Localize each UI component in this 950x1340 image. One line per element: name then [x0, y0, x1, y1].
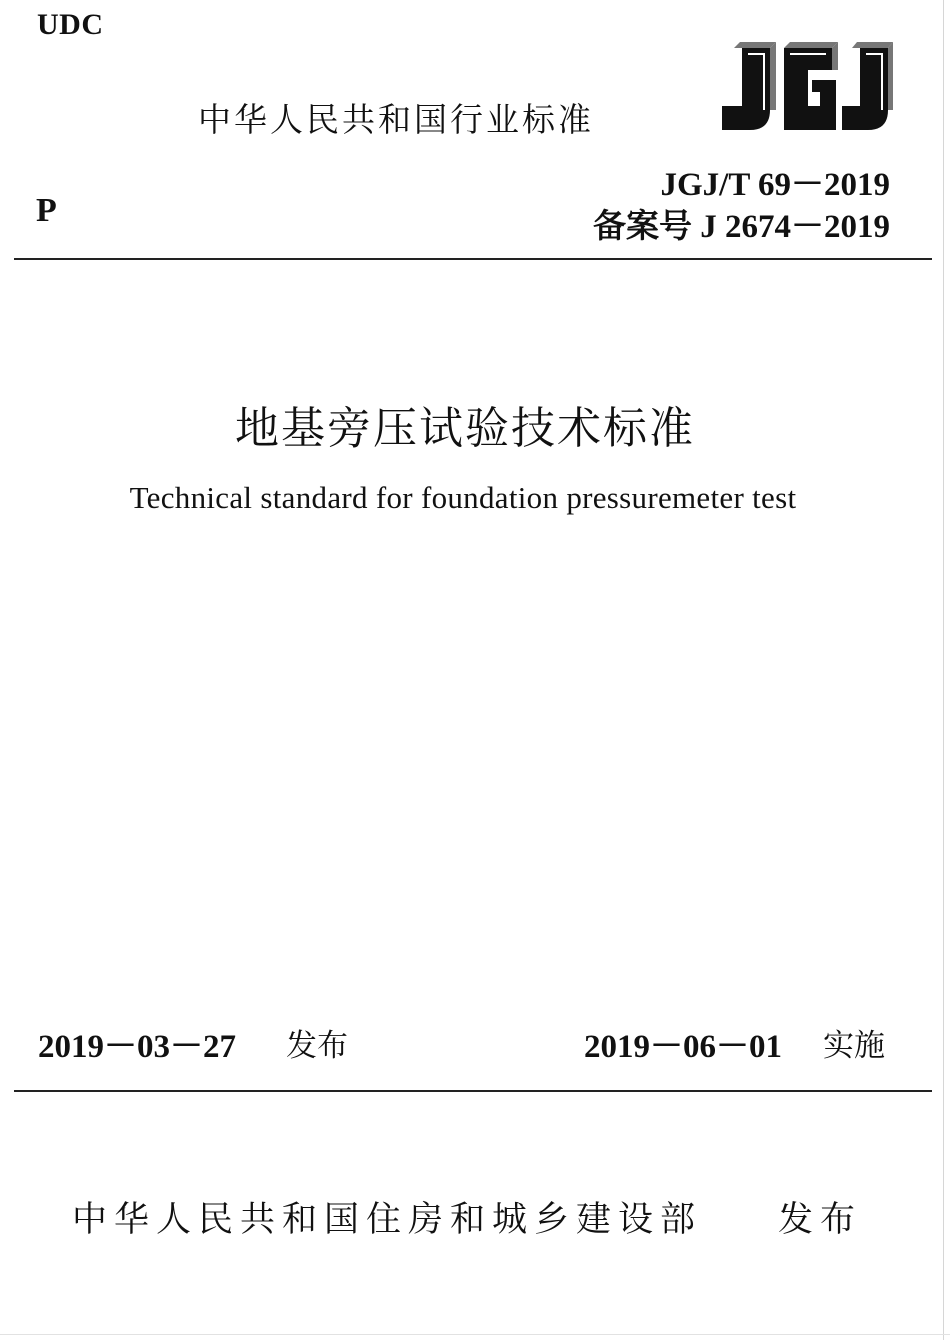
- implement-label: 实施: [823, 1028, 885, 1064]
- implement-date: 2019－06－01: [584, 1029, 782, 1065]
- standard-number: JGJ/T 69－2019: [660, 167, 890, 203]
- bottom-divider: [14, 1090, 932, 1092]
- publish-label: 发布: [778, 1200, 863, 1240]
- standard-category: 中华人民共和国行业标准: [198, 100, 594, 139]
- title-english: Technical standard for foundation pressuremeter test: [129, 480, 797, 515]
- scan-edge-right: [943, 0, 944, 1340]
- classification-code: P: [36, 192, 57, 229]
- publisher-name: 中华人民共和国住房和城乡建设部: [72, 1200, 703, 1240]
- issue-date: 2019－03－27: [38, 1029, 236, 1065]
- top-divider: [14, 258, 932, 260]
- scan-edge-bottom: [0, 1334, 950, 1335]
- issue-label: 发布: [286, 1028, 348, 1064]
- filing-number: 备案号 J 2674－2019: [593, 209, 890, 245]
- udc-label: UDC: [37, 8, 104, 41]
- title-chinese: 地基旁压试验技术标准: [235, 403, 695, 454]
- jgj-logo: [712, 40, 894, 136]
